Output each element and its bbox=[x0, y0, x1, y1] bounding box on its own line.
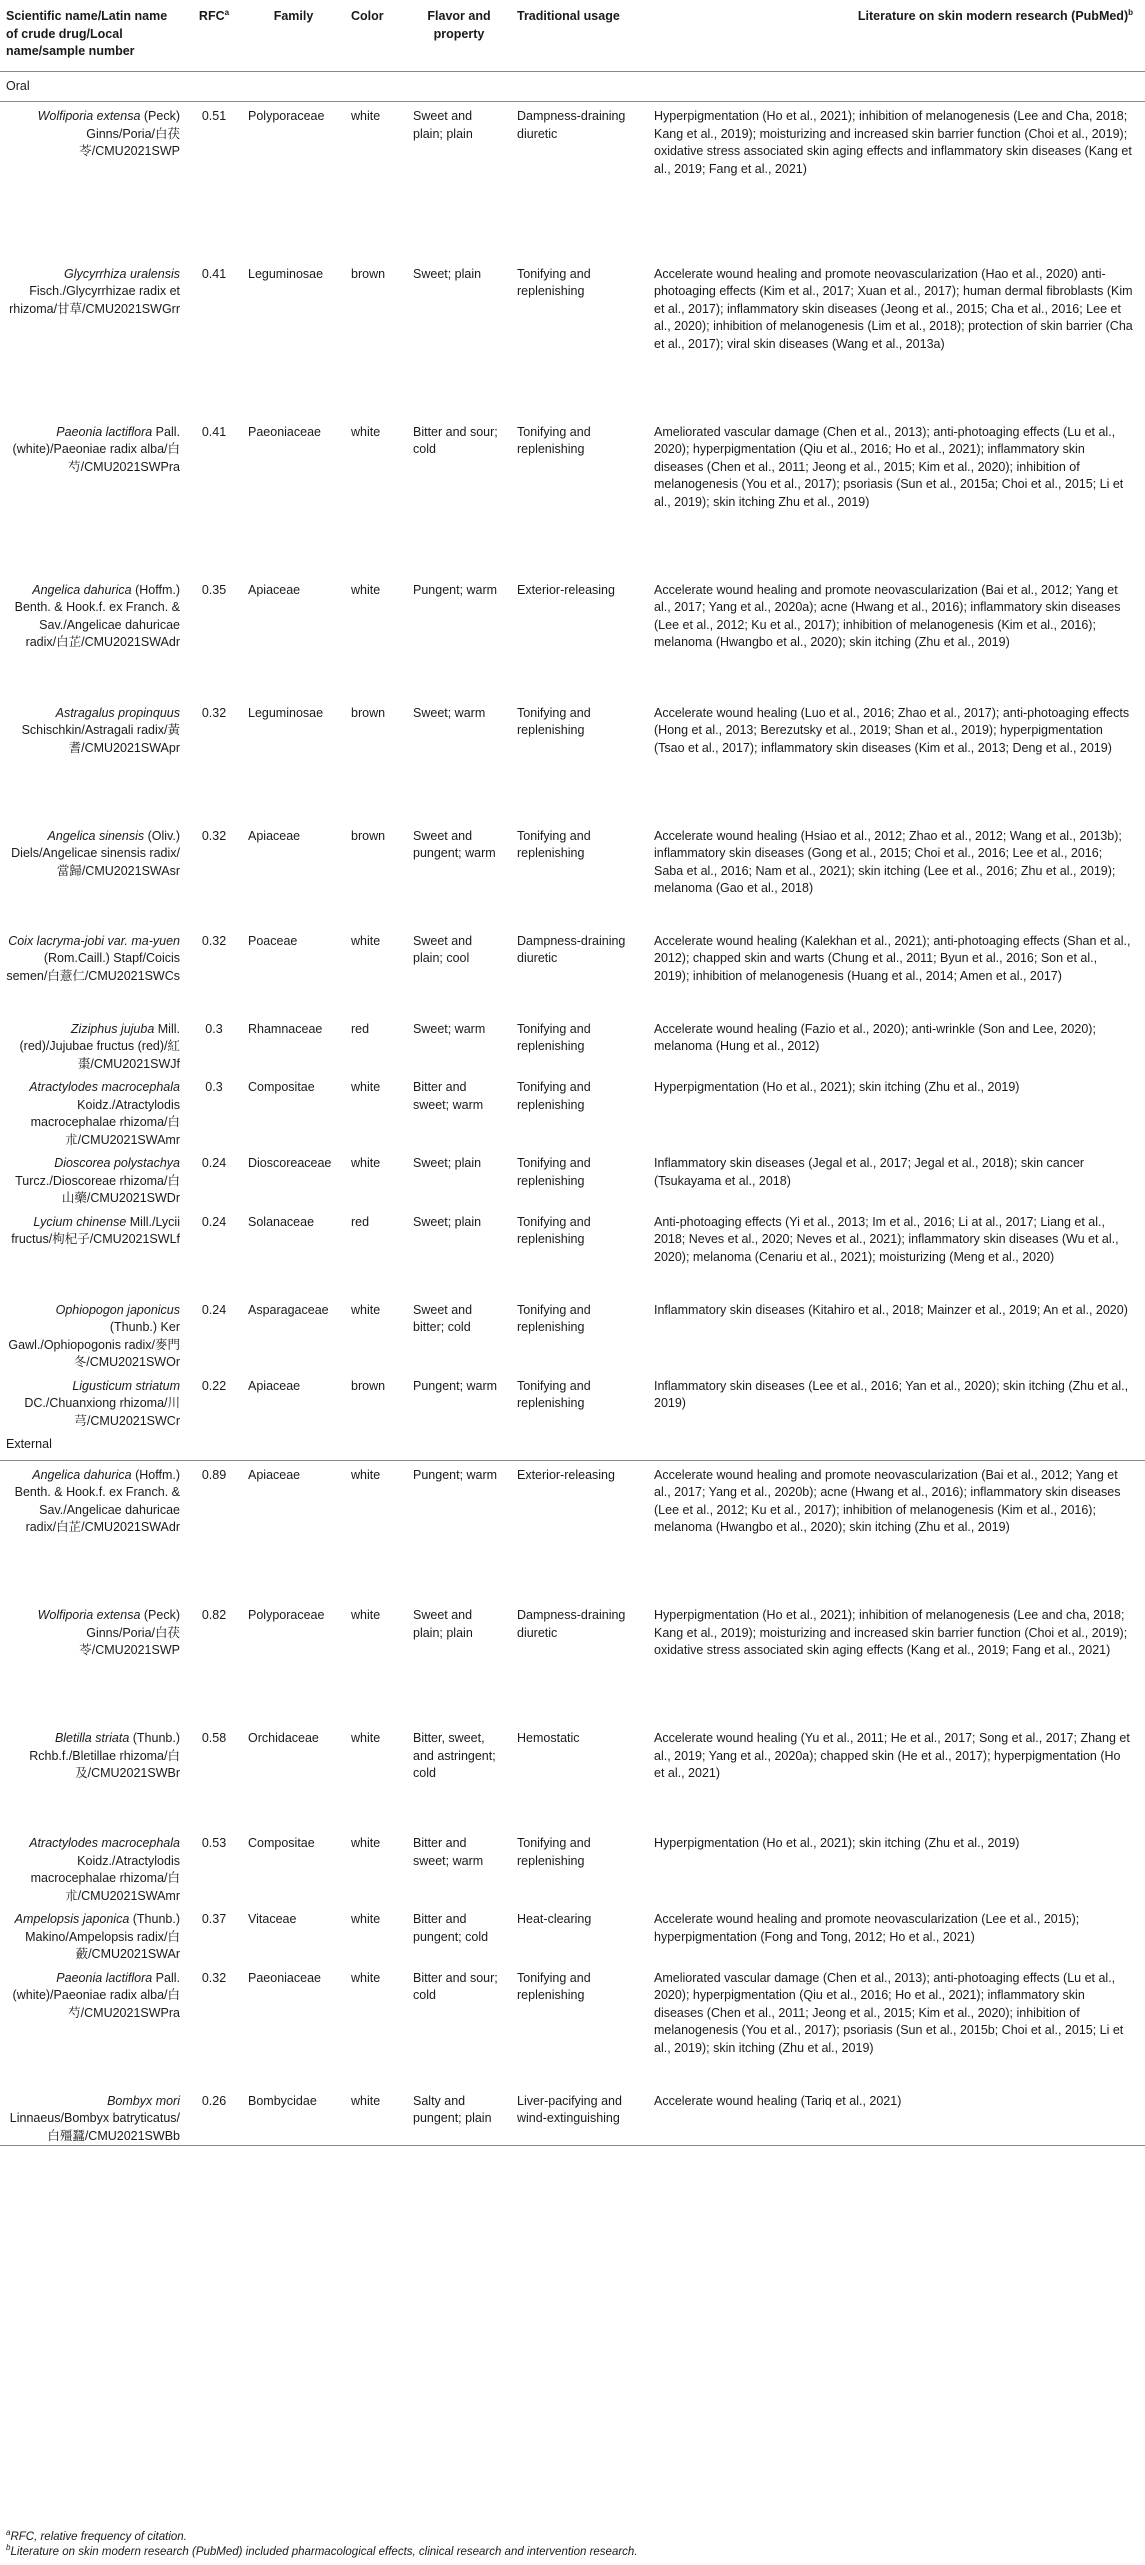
cell-color: white bbox=[351, 1912, 381, 1926]
cell-family: Apiaceae bbox=[248, 828, 301, 843]
table-footnotes bbox=[6, 2530, 638, 2560]
cell-family: Poaceae bbox=[248, 933, 298, 948]
latin-binomial: Wolfiporia extensa bbox=[37, 1608, 141, 1622]
latin-binomial: Ligusticum striatum bbox=[72, 1378, 180, 1393]
cell-family: Vitaceae bbox=[248, 1912, 297, 1926]
cell-flavor: Sweet; warm bbox=[413, 1021, 486, 1036]
cell-family: Asparagaceae bbox=[248, 1302, 329, 1317]
section-label: External bbox=[0, 1430, 1145, 1460]
table-row bbox=[0, 822, 1145, 927]
cell-literature: Accelerate wound healing (Luo et al., 2016; Zhao et al., 2017); anti-photoaging effects (Hong et al., 2013; Berezutsky et al., 2019; Shan et al., 2019); hyperpigmentation (Tsao et al., 2017); inflammatory skin diseases (Kim et al., 2013; Deng et al., 2019) bbox=[654, 705, 1130, 755]
table-row bbox=[0, 1015, 1145, 1074]
section-row bbox=[0, 1430, 1145, 1460]
cell-literature: Ameliorated vascular damage (Chen et al., 2013); anti-photoaging effects (Lu et al., 2020); hyperpigmentation (Qiu et al., 2016; Ho et al., 2021); inflammatory skin diseases (Chen et al., 2011; Jeong et al., 2015; Kim et al., 2020); inhibition of melanogenesis (You et al., 2017); psoriasis (Sun et al., 2015b; Choi et al., 2015; Li et al., 2019); skin itching (Zhu et al., 2019) bbox=[654, 1970, 1124, 2055]
cell-usage: Tonifying and replenishing bbox=[517, 266, 591, 298]
cell-scientific-name bbox=[0, 1372, 186, 1431]
cell-usage: Tonifying and replenishing bbox=[517, 1970, 591, 2002]
cell-flavor: Sweet; warm bbox=[413, 705, 486, 720]
latin-binomial: Astragalus propinquus bbox=[55, 705, 180, 720]
header-color: Color bbox=[345, 0, 407, 71]
cell-flavor: Sweet; plain bbox=[413, 266, 482, 281]
cell-scientific-name bbox=[0, 102, 186, 260]
cell-scientific-name bbox=[0, 1073, 186, 1149]
table-row bbox=[0, 1905, 1145, 1964]
crude-drug-name: (Hoffm.) Benth. & Hook.f. ex Franch. & Sav./Angelicae dahuricae radix/白芷/CMU2021SWAdr bbox=[14, 1467, 180, 1534]
cell-scientific-name bbox=[0, 1296, 186, 1372]
latin-binomial: Atractylodes macrocephala bbox=[29, 1836, 180, 1850]
cell-flavor: Sweet and pungent; warm bbox=[413, 828, 496, 860]
cell-usage: Tonifying and replenishing bbox=[517, 1080, 591, 1112]
latin-binomial: Wolfiporia extensa bbox=[37, 109, 141, 123]
cell-family: Apiaceae bbox=[248, 582, 301, 597]
cell-rfc: 0.89 bbox=[201, 1467, 227, 1482]
table-row bbox=[0, 1829, 1145, 1905]
crude-drug-name: (Peck) Ginns/Poria/白茯苓/CMU2021SWP bbox=[79, 109, 180, 158]
cell-literature: Accelerate wound healing and promote neovascularization (Lee et al., 2015); hyperpigmentation (Fong and Tong, 2012; Ho et al., 2021) bbox=[654, 1912, 1080, 1944]
cell-flavor: Sweet; plain bbox=[413, 1156, 482, 1170]
cell-color: white bbox=[351, 1836, 381, 1850]
cell-rfc: 0.35 bbox=[201, 582, 227, 597]
cell-family: Paeoniaceae bbox=[248, 424, 321, 439]
latin-binomial: Ampelopsis japonica bbox=[14, 1912, 130, 1926]
cell-family: Apiaceae bbox=[248, 1467, 301, 1482]
cell-flavor: Pungent; warm bbox=[413, 1467, 498, 1482]
cell-rfc: 0.32 bbox=[201, 1970, 227, 1985]
cell-color: white bbox=[351, 109, 381, 123]
cell-flavor: Sweet and plain; cool bbox=[413, 933, 473, 965]
table-row bbox=[0, 1149, 1145, 1208]
crude-drug-name: (Thunb.) Ker Gawl./Ophiopogonis radix/麥門冬/CMU2021SWOr bbox=[8, 1320, 180, 1369]
cell-rfc: 0.51 bbox=[201, 109, 227, 123]
cell-rfc: 0.41 bbox=[201, 424, 227, 439]
latin-binomial: Angelica dahurica bbox=[32, 1467, 132, 1482]
cell-scientific-name bbox=[0, 1149, 186, 1208]
latin-binomial: Lycium chinense bbox=[33, 1214, 127, 1229]
cell-color: white bbox=[351, 1731, 381, 1745]
cell-rfc: 0.32 bbox=[201, 933, 227, 948]
footnote-b: $^b$Literature on skin modern research (PubMed) included pharmacological effects, clinical research and intervention research. bbox=[6, 2543, 638, 2558]
cell-rfc: 0.22 bbox=[201, 1378, 227, 1393]
cell-rfc: 0.26 bbox=[201, 2093, 227, 2108]
table-header bbox=[0, 0, 1145, 71]
table-row bbox=[0, 1073, 1145, 1149]
latin-binomial: Paeonia lactiflora bbox=[56, 1970, 153, 1985]
cell-color: white bbox=[351, 933, 381, 948]
cell-usage: Tonifying and replenishing bbox=[517, 424, 591, 456]
table-row bbox=[0, 1601, 1145, 1724]
cell-literature: Inflammatory skin diseases (Jegal et al., 2017; Jegal et al., 2018); skin cancer (Tsukayama et al., 2018) bbox=[654, 1156, 1085, 1188]
cell-rfc: 0.58 bbox=[201, 1731, 227, 1745]
latin-binomial: Atractylodes macrocephala bbox=[29, 1080, 180, 1094]
cell-usage: Tonifying and replenishing bbox=[517, 1378, 591, 1410]
cell-flavor: Sweet and plain; plain bbox=[413, 109, 473, 141]
cell-rfc: 0.41 bbox=[201, 266, 227, 281]
cell-family: Dioscoreaceae bbox=[248, 1156, 332, 1170]
header-usage: Traditional usage bbox=[511, 0, 648, 71]
table-row bbox=[0, 699, 1145, 822]
table-row bbox=[0, 1724, 1145, 1829]
cell-family: Polyporaceae bbox=[248, 1608, 325, 1622]
crude-drug-name: Linnaeus/Bombyx batryticatus/白殭蠶/CMU2021SWBb bbox=[9, 2111, 180, 2143]
latin-binomial: Coix lacryma-jobi var. ma-yuen bbox=[8, 933, 180, 948]
crude-drug-name: (Thunb.) Makino/Ampelopsis radix/白蘞/CMU2021SWAr bbox=[25, 1912, 180, 1961]
cell-family: Paeoniaceae bbox=[248, 1970, 321, 1985]
cell-flavor: Bitter, sweet, and astringent; cold bbox=[413, 1731, 496, 1780]
footnote-a: $^a$RFC, relative frequency of citation. bbox=[6, 2528, 187, 2543]
cell-rfc: 0.32 bbox=[201, 705, 227, 720]
cell-family: Solanaceae bbox=[248, 1214, 315, 1229]
cell-literature: Anti-photoaging effects (Yi et al., 2013; Im et al., 2016; Li at al., 2017; Liang et al., 2018; Neves et al., 2020; Neves et al., 2021); inflammatory skin diseases (Wu et al., 2020); melanoma (Cenariu et al., 2021); moisturizing (Meng et al., 2020) bbox=[654, 1214, 1119, 1264]
cell-literature: Ameliorated vascular damage (Chen et al., 2013); anti-photoaging effects (Lu et al., 2020); hyperpigmentation (Qiu et al., 2016; Ho et al., 2021); inflammatory skin diseases (Chen et al., 2011; Jeong et al., 2015; Kim et al., 2020); inhibition of melanogenesis (You et al., 2017); psoriasis (Sun et al., 2015a; Choi et al., 2015; Li et al., 2019); skin itching Zhu et al., 2019) bbox=[654, 424, 1124, 509]
cell-usage: Tonifying and replenishing bbox=[517, 1156, 591, 1188]
cell-rfc: 0.3 bbox=[205, 1021, 223, 1036]
cell-scientific-name bbox=[0, 1905, 186, 1964]
cell-family: Leguminosae bbox=[248, 705, 324, 720]
cell-rfc: 0.24 bbox=[201, 1156, 227, 1170]
latin-binomial: Paeonia lactiflora bbox=[56, 424, 153, 439]
cell-flavor: Bitter and sweet; warm bbox=[413, 1836, 484, 1868]
cell-scientific-name bbox=[0, 260, 186, 418]
cell-color: brown bbox=[351, 705, 386, 720]
cell-color: white bbox=[351, 2093, 381, 2108]
cell-usage: Tonifying and replenishing bbox=[517, 1021, 591, 1053]
table-row bbox=[0, 102, 1145, 260]
cell-family: Bombycidae bbox=[248, 2093, 317, 2108]
crude-drug-name: Mill./Lycii fructus/枸杞子/CMU2021SWLf bbox=[11, 1214, 180, 1246]
cell-literature: Accelerate wound healing and promote neovascularization (Hao et al., 2020) anti-photoaging effects (Kim et al., 2017; Xuan et al., 2017); human dermal fibroblasts (Kim et al., 2017); inflammatory skin diseases (Jeong et al., 2015; Cha et al., 2016; Lee et al., 2020); inhibition of melanogenesis (Lim et al., 2018); protection of skin barrier (Cha et al., 2017); viral skin diseases (Wang et al., 2013a) bbox=[654, 266, 1133, 351]
crude-drug-name: (Peck) Ginns/Poria/白茯苓/CMU2021SWP bbox=[79, 1608, 180, 1657]
crude-drug-name: Pall. (white)/Paeoniae radix alba/白芍/CMU2021SWPra bbox=[12, 1970, 180, 2020]
table-row bbox=[0, 576, 1145, 699]
cell-usage: Liver-pacifying and wind-extinguishing bbox=[517, 2093, 622, 2125]
cell-usage: Tonifying and replenishing bbox=[517, 1302, 591, 1334]
cell-rfc: 0.37 bbox=[201, 1912, 227, 1926]
cell-color: brown bbox=[351, 828, 386, 843]
cell-color: brown bbox=[351, 1378, 386, 1393]
cell-flavor: Sweet and bitter; cold bbox=[413, 1302, 473, 1334]
table-body bbox=[0, 71, 1145, 2146]
cell-flavor: Bitter and pungent; cold bbox=[413, 1912, 489, 1944]
latin-binomial: Ziziphus jujuba bbox=[70, 1021, 155, 1036]
cell-usage: Exterior-releasing bbox=[517, 1467, 615, 1482]
crude-drug-name: Turcz./Dioscoreae rhizoma/白山藥/CMU2021SWDr bbox=[15, 1173, 180, 1205]
cell-family: Apiaceae bbox=[248, 1378, 301, 1393]
cell-rfc: 0.3 bbox=[205, 1080, 223, 1094]
cell-literature: Accelerate wound healing (Kalekhan et al., 2021); anti-photoaging effects (Shan et al., 2012); chapped skin and warts (Chung et al., 2011; Byun et al., 2016; Son et al., 2019); inhibition of melanogenesis (Huang et al., 2014; Amen et al., 2017) bbox=[654, 933, 1131, 983]
cell-literature: Accelerate wound healing (Yu et al., 2011; He et al., 2017; Song et al., 2017; Zhang et al., 2019; Yang et al., 2020a); chapped skin (He et al., 2017); hyperpigmentation (Ho et al., 2021) bbox=[654, 1731, 1130, 1780]
crude-drug-name: DC./Chuanxiong rhizoma/川芎/CMU2021SWCr bbox=[24, 1396, 180, 1428]
cell-usage: Tonifying and replenishing bbox=[517, 1214, 591, 1246]
latin-binomial: Dioscorea polystachya bbox=[54, 1156, 180, 1170]
cell-color: red bbox=[351, 1214, 370, 1229]
table-row bbox=[0, 1208, 1145, 1296]
cell-scientific-name bbox=[0, 418, 186, 576]
cell-scientific-name bbox=[0, 1724, 186, 1829]
cell-color: white bbox=[351, 1080, 381, 1094]
cell-flavor: Sweet and plain; plain bbox=[413, 1608, 473, 1640]
cell-rfc: 0.53 bbox=[201, 1836, 227, 1850]
cell-scientific-name bbox=[0, 1829, 186, 1905]
cell-flavor: Sweet; plain bbox=[413, 1214, 482, 1229]
cell-family: Leguminosae bbox=[248, 266, 324, 281]
latin-binomial: Glycyrrhiza uralensis bbox=[63, 266, 180, 281]
crude-drug-name: (Oliv.) Diels/Angelicae sinensis radix/當歸/CMU2021SWAsr bbox=[11, 828, 180, 878]
cell-color: white bbox=[351, 1970, 381, 1985]
cell-rfc: 0.24 bbox=[201, 1302, 227, 1317]
cell-family: Orchidaceae bbox=[248, 1731, 319, 1745]
cell-literature: Hyperpigmentation (Ho et al., 2021); skin itching (Zhu et al., 2019) bbox=[654, 1080, 1020, 1094]
crude-drug-name: Mill. (red)/Jujubae fructus (red)/紅棗/CMU2021SWJf bbox=[19, 1021, 180, 1071]
cell-literature: Accelerate wound healing and promote neovascularization (Bai et al., 2012; Yang et al., 2017; Yang et al., 2020a); acne (Hwang et al., 2016); inflammatory skin diseases (Lee et al., 2012; Ku et al., 2017); inhibition of melanogenesis (Kim et al., 2016); melanoma (Hwangbo et al., 2020); skin itching (Zhu et al., 2019) bbox=[654, 582, 1121, 649]
cell-literature: Hyperpigmentation (Ho et al., 2021); inhibition of melanogenesis (Lee and Cha, 2018; Kang et al., 2019); moisturizing and increased skin barrier function (Choi et al., 2019); oxidative stress associated skin aging effects and inflammatory skin diseases (Kang et al., 2019; Fang et al., 2021) bbox=[654, 109, 1132, 176]
cell-rfc: 0.82 bbox=[201, 1608, 227, 1622]
cell-scientific-name bbox=[0, 822, 186, 927]
header-name: Scientific name/Latin name of crude drug/Local name/sample number bbox=[0, 0, 186, 71]
cell-flavor: Bitter and sour; cold bbox=[413, 424, 498, 456]
cell-color: white bbox=[351, 1467, 381, 1482]
cell-scientific-name bbox=[0, 1964, 186, 2087]
crude-drug-name: (Hoffm.) Benth. & Hook.f. ex Franch. & Sav./Angelicae dahuricae radix/白芷/CMU2021SWAdr bbox=[14, 582, 180, 649]
cell-literature: Accelerate wound healing (Fazio et al., 2020); anti-wrinkle (Son and Lee, 2020); melanoma (Hung et al., 2012) bbox=[654, 1021, 1096, 1053]
header-flavor: Flavor and property bbox=[407, 0, 511, 71]
latin-binomial: Angelica sinensis bbox=[47, 828, 145, 843]
latin-binomial: Angelica dahurica bbox=[32, 582, 132, 597]
cell-literature: Hyperpigmentation (Ho et al., 2021); skin itching (Zhu et al., 2019) bbox=[654, 1836, 1020, 1850]
crude-drug-name: Koidz./Atractylodis macrocephalae rhizoma/白朮/CMU2021SWAmr bbox=[30, 1097, 180, 1147]
cell-literature: Inflammatory skin diseases (Kitahiro et al., 2018; Mainzer et al., 2019; An et al., 2020) bbox=[654, 1302, 1128, 1317]
table-row bbox=[0, 927, 1145, 1015]
cell-scientific-name bbox=[0, 2087, 186, 2146]
table-row bbox=[0, 1296, 1145, 1372]
cell-flavor: Bitter and sour; cold bbox=[413, 1970, 498, 2002]
cell-scientific-name bbox=[0, 1015, 186, 1074]
cell-color: white bbox=[351, 1156, 381, 1170]
cell-usage: Tonifying and replenishing bbox=[517, 1836, 591, 1868]
header-literature: Literature on skin modern research (PubMed)$^b$ bbox=[648, 0, 1145, 71]
cell-flavor: Salty and pungent; plain bbox=[413, 2093, 492, 2125]
cell-color: brown bbox=[351, 266, 386, 281]
cell-literature: Accelerate wound healing (Hsiao et al., 2012; Zhao et al., 2012; Wang et al., 2013b); inflammatory skin diseases (Gong et al., 2015; Choi et al., 2016; Lee et al., 2016; Saba et al., 2016; Nam et al., 2021); skin itching (Lee et al., 2016; Zhu et al., 2019); melanoma (Gao et al., 2018) bbox=[654, 828, 1122, 895]
cell-color: white bbox=[351, 1608, 381, 1622]
cell-usage: Tonifying and replenishing bbox=[517, 828, 591, 860]
cell-usage: Dampness-draining diuretic bbox=[517, 1608, 626, 1640]
latin-binomial: Bletilla striata bbox=[54, 1731, 130, 1745]
cell-family: Compositae bbox=[248, 1836, 315, 1850]
cell-usage: Dampness-draining diuretic bbox=[517, 933, 626, 965]
cell-literature: Hyperpigmentation (Ho et al., 2021); inhibition of melanogenesis (Lee and cha, 2018; Kang et al., 2019); moisturizing and increased skin barrier function (Choi et al., 2019); oxidative stress associated skin aging effects (Kang et al., 2019; Fang et al., 2021) bbox=[654, 1608, 1128, 1657]
cell-rfc: 0.32 bbox=[201, 828, 227, 843]
table-row bbox=[0, 2087, 1145, 2146]
cell-literature: Accelerate wound healing and promote neovascularization (Bai et al., 2012; Yang et al., 2017; Yang et al., 2020b); acne (Hwang et al., 2016); inflammatory skin diseases (Lee et al., 2012; Ku et al., 2017); inhibition of melanogenesis (Kim et al., 2016); melanoma (Hwangbo et al., 2020); skin itching (Zhu et al., 2019) bbox=[654, 1467, 1121, 1534]
cell-family: Compositae bbox=[248, 1080, 315, 1094]
table-row bbox=[0, 1460, 1145, 1601]
crude-drug-name: Pall. (white)/Paeoniae radix alba/白芍/CMU2021SWPra bbox=[12, 424, 180, 474]
cell-usage: Exterior-releasing bbox=[517, 582, 615, 597]
cell-usage: Hemostatic bbox=[517, 1731, 580, 1745]
cell-scientific-name bbox=[0, 927, 186, 1015]
cell-scientific-name bbox=[0, 576, 186, 699]
cell-color: white bbox=[351, 1302, 381, 1317]
cell-flavor: Pungent; warm bbox=[413, 1378, 498, 1393]
crude-drug-name: Schischkin/Astragali radix/黃耆/CMU2021SWApr bbox=[21, 723, 180, 755]
cell-scientific-name bbox=[0, 1460, 186, 1601]
cell-usage: Dampness-draining diuretic bbox=[517, 109, 626, 141]
crude-drug-name: (Rom.Caill.) Stapf/Coicis semen/白薏仁/CMU2021SWCs bbox=[6, 951, 180, 983]
cell-scientific-name bbox=[0, 1208, 186, 1296]
cell-literature: Inflammatory skin diseases (Lee et al., 2016; Yan et al., 2020); skin itching (Zhu et al., 2019) bbox=[654, 1378, 1129, 1410]
cell-usage: Heat-clearing bbox=[517, 1912, 592, 1926]
cell-color: red bbox=[351, 1021, 370, 1036]
header-family: Family bbox=[242, 0, 345, 71]
header-rfc: RFC$^a$ bbox=[186, 0, 242, 71]
cell-color: white bbox=[351, 582, 381, 597]
cell-flavor: Pungent; warm bbox=[413, 582, 498, 597]
cell-scientific-name bbox=[0, 699, 186, 822]
cell-family: Polyporaceae bbox=[248, 109, 325, 123]
crude-drug-name: Koidz./Atractylodis macrocephalae rhizoma/白朮/CMU2021SWAmr bbox=[30, 1853, 180, 1903]
cell-color: white bbox=[351, 424, 381, 439]
section-row bbox=[0, 71, 1145, 102]
table-row bbox=[0, 260, 1145, 418]
latin-binomial: Bombyx mori bbox=[107, 2093, 180, 2108]
table-row bbox=[0, 1372, 1145, 1431]
crude-drug-name: (Thunb.) Rchb.f./Bletillae rhizoma/白及/CMU2021SWBr bbox=[29, 1731, 180, 1780]
section-label: Oral bbox=[0, 71, 1145, 102]
cell-rfc: 0.24 bbox=[201, 1214, 227, 1229]
latin-binomial: Ophiopogon japonicus bbox=[55, 1302, 180, 1317]
crude-drug-name: Fisch./Glycyrrhizae radix et rhizoma/甘草/CMU2021SWGrr bbox=[9, 284, 180, 316]
cell-family: Rhamnaceae bbox=[248, 1021, 323, 1036]
cell-literature: Accelerate wound healing (Tariq et al., 2021) bbox=[654, 2093, 902, 2108]
cell-flavor: Bitter and sweet; warm bbox=[413, 1080, 484, 1112]
cell-scientific-name bbox=[0, 1601, 186, 1724]
cell-usage: Tonifying and replenishing bbox=[517, 705, 591, 737]
table-row bbox=[0, 418, 1145, 576]
table-row bbox=[0, 1964, 1145, 2087]
